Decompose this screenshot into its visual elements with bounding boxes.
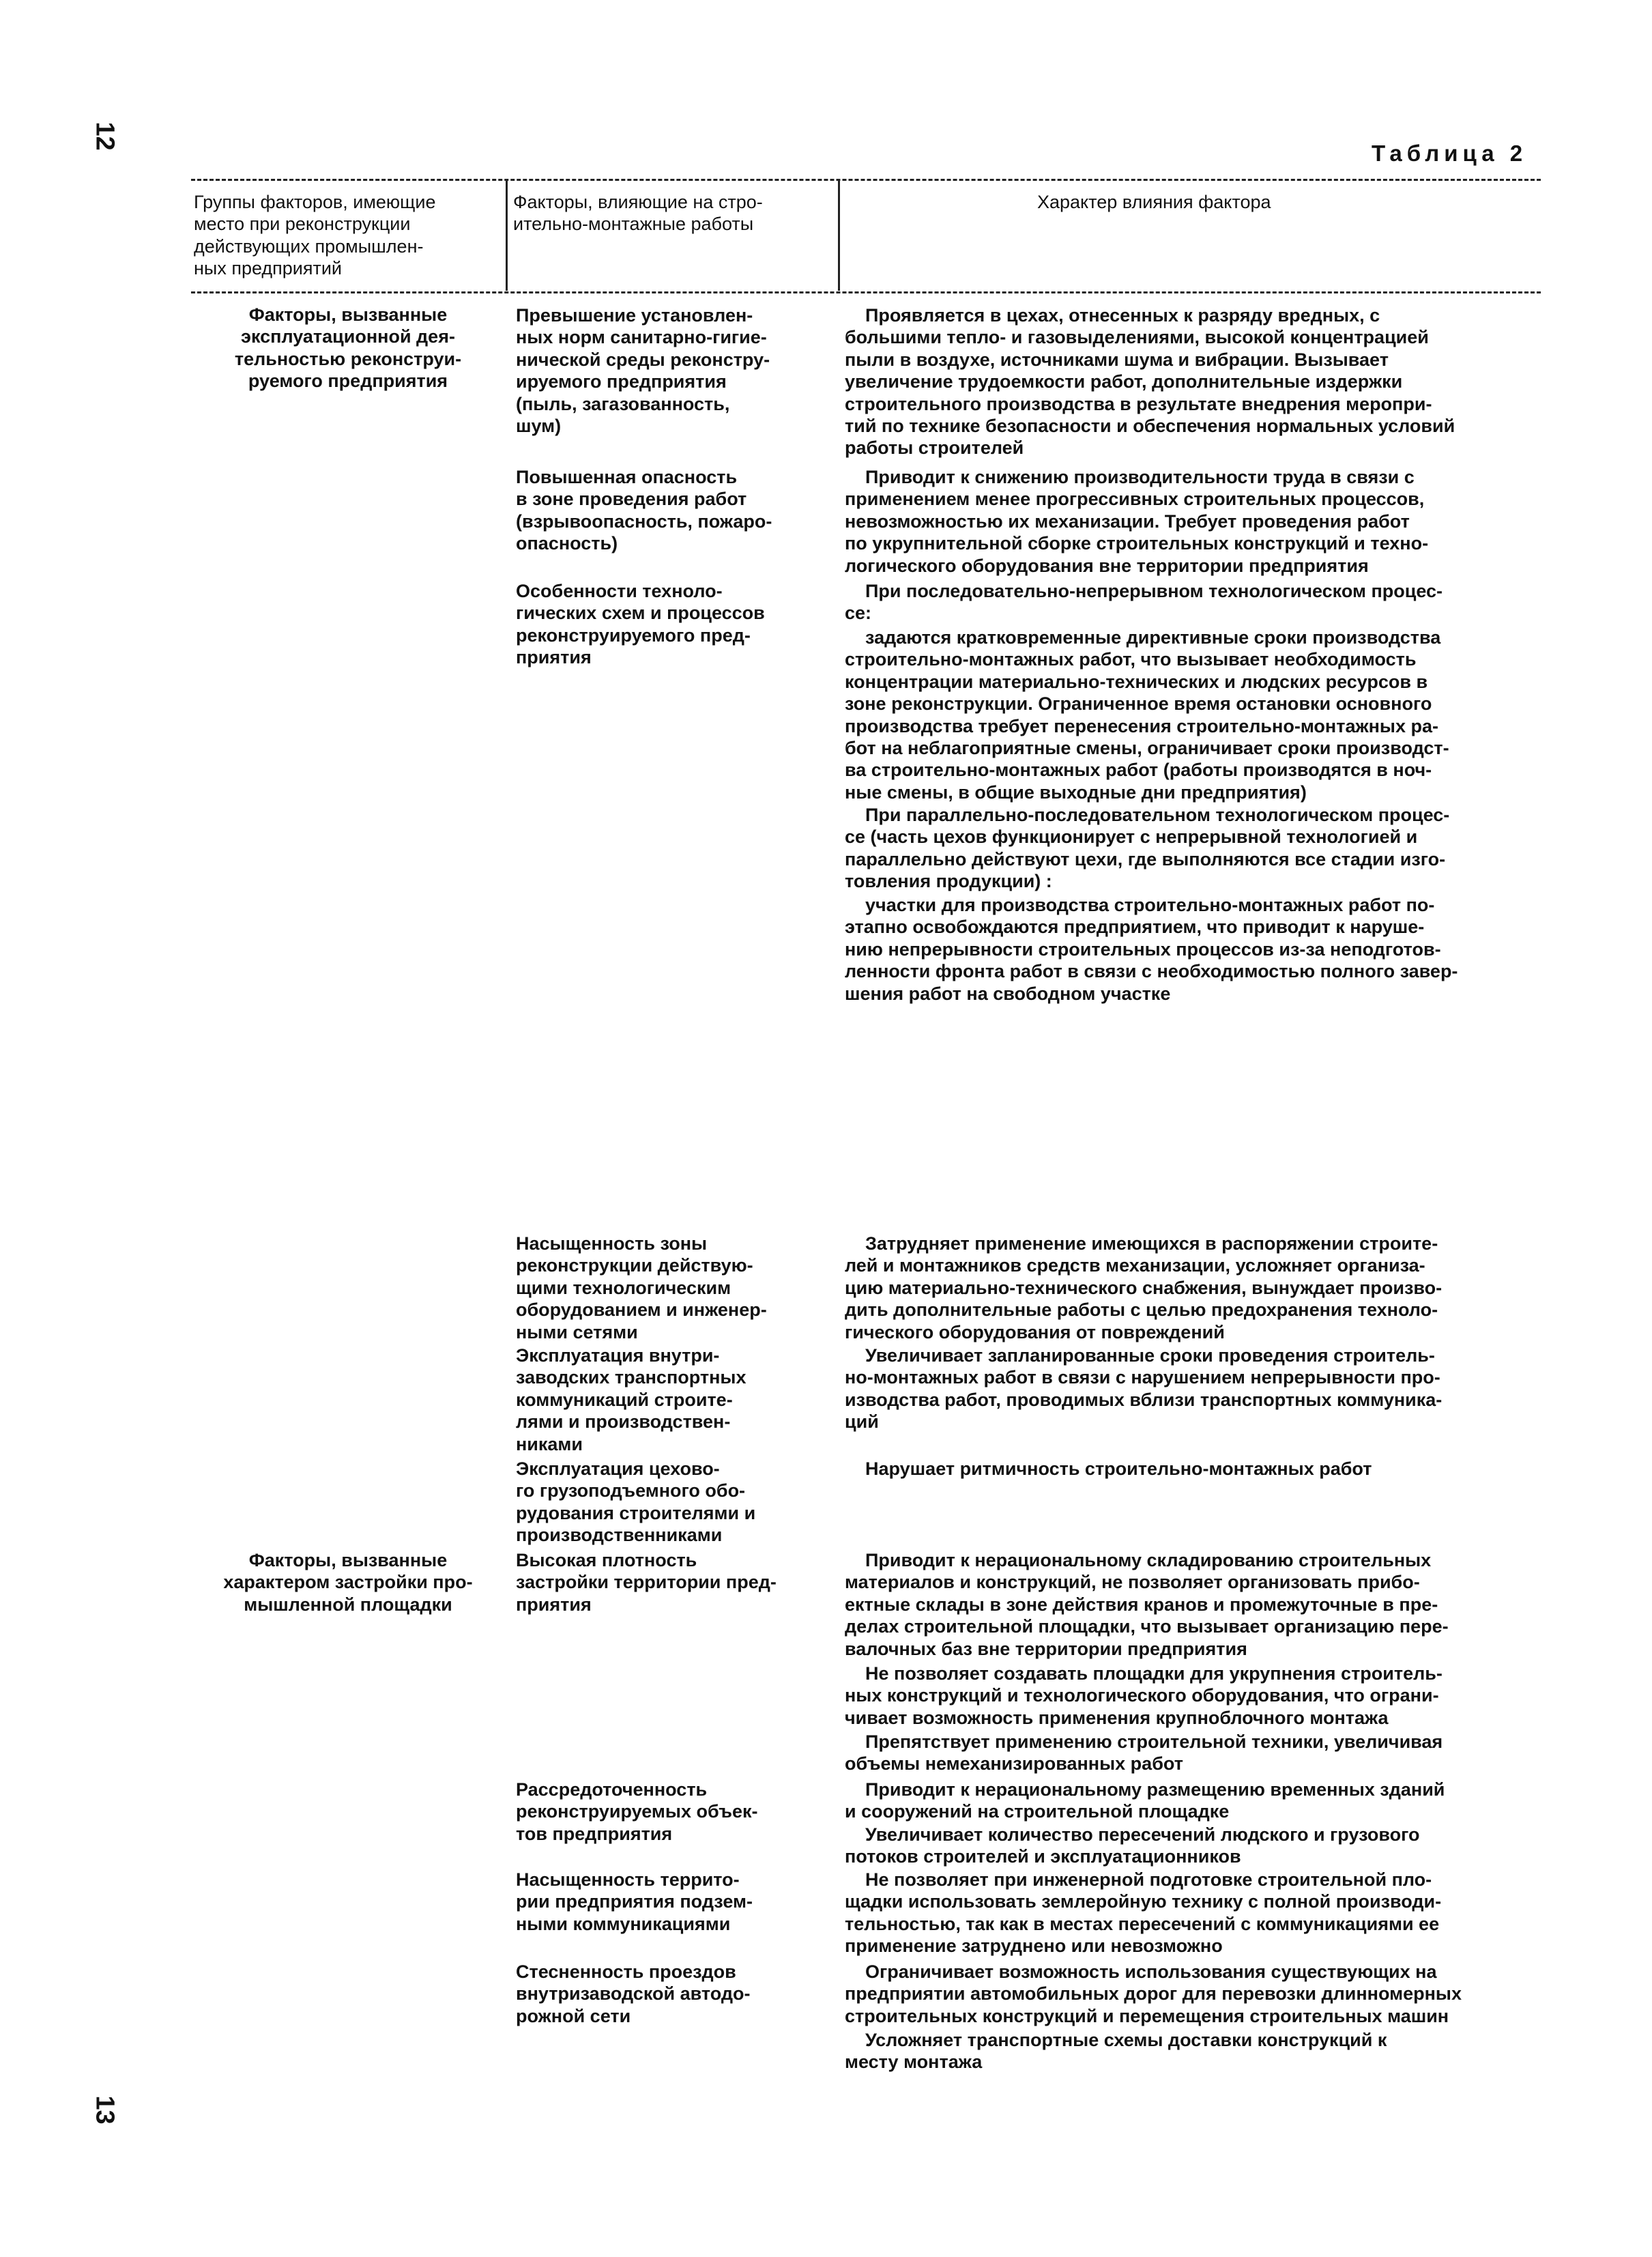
effect-paragraph: Не позволяет при инженерной подготовке строительной пло- щадки использовать землеройную технику с полной производи- тельностью, так как в местах пересечений с коммуникациями ее применение затруднено или невозможно: [845, 1869, 1442, 1957]
effect-paragraph: Не позволяет создавать площадки для укрупнения строитель- ных конструкций и технологического оборудования, что ограни- чивает возможность применения крупноблочного монтажа: [845, 1663, 1443, 1728]
factor-item: Высокая плотность застройки территории пред- приятия: [516, 1550, 777, 1615]
effect-paragraph: Препятствует применению строительной техники, увеличивая объемы немеханизированных работ: [845, 1731, 1443, 1774]
effect-paragraph: Приводит к нерациональному размещению временных зданий и сооружений на строительной площадке: [845, 1779, 1445, 1822]
group-label: Факторы, вызванные эксплуатационной дея- тельностью реконструи- руемого предприятия: [234, 304, 462, 392]
effect-paragraph: Нарушает ритмичность строительно-монтажных работ: [845, 1458, 1372, 1479]
factor-item: Насыщенность террито- рии предприятия подзем- ными коммуникациями: [516, 1869, 753, 1934]
factor-item: Эксплуатация цехово- го грузоподъемного обо- рудования строителями и производственниками: [516, 1458, 756, 1546]
factor-item: Особенности техноло- гических схем и процессов реконструируемого пред- приятия: [516, 581, 765, 668]
factor-item: Повышенная опасность в зоне проведения работ (взрывоопасность, пожаро- опасность): [516, 467, 772, 554]
header-col-factors: Факторы, влияющие на стро- ительно-монтажные работы: [513, 192, 763, 235]
effect-paragraph: Увеличивает запланированные сроки проведения строитель- но-монтажных работ в связи с нарушением непрерывности про- изводства работ, проводимых вблизи транспортных коммуника- ций: [845, 1345, 1443, 1433]
effect-paragraph: Увеличивает количество пересечений людского и грузового потоков строителей и эксплуатационников: [845, 1824, 1420, 1867]
factor-item: Насыщенность зоны реконструкции действую- щими технологическим оборудованием и инженер- ными сетями: [516, 1233, 767, 1342]
factor-item: Эксплуатация внутри- заводских транспортных коммуникаций строите- лями и производствен- никами: [516, 1345, 747, 1454]
table-caption: Таблица 2: [1372, 141, 1528, 166]
header-col-groups: Группы факторов, имеющие место при реконструкции действующих промышлен- ных предприятий: [194, 192, 436, 279]
header-col-effects: Характер влияния фактора: [1037, 192, 1271, 212]
effect-paragraph: Затрудняет применение имеющихся в распоряжении строите- лей и монтажников средств механизации, усложняет организа- цию материально-технического снабжения, вынуждает произво- дить дополнительные работы с целью предохранения техноло- гического оборудования от повреждений: [845, 1233, 1443, 1342]
effect-paragraph: При последовательно-непрерывном технологическом процес- се:: [845, 581, 1443, 624]
effect-paragraph: Усложняет транспортные схемы доставки конструкций к месту монтажа: [845, 2030, 1387, 2073]
effect-paragraph: Ограничивает возможность использования существующих на предприятии автомобильных дорог для перевозки длинномерных строительных конструкций и перемещения строительных машин: [845, 1961, 1462, 2026]
effect-paragraph: задаются кратковременные директивные сроки производства строительно-монтажных работ, что вызывает необходимость концентрации материально-технических и людских ресурсов в зоне реконструкции. Ограниченное время остановки основного производства требует перенесения строительно-монтажных ра- бот на неблагоприятные смены, ограничивает сроки производст- ва строительно-монтажных работ (работы производятся в ноч- ные смены, в общие выходные дни предприятия): [845, 627, 1449, 803]
header-divider-2: [838, 180, 840, 291]
effect-paragraph: Проявляется в цехах, отнесенных к разряду вредных, с большими тепло- и газовыделениями, высокой концентрацией пыли в воздухе, источниками шума и вибрации. Вызывает увеличение трудоемкости работ, дополнительные издержки строительного производства в результате внедрения меропри- тий по технике безопасности и обеспечения нормальных условий работы строителей: [845, 305, 1455, 459]
page-number-top: 12: [90, 121, 119, 151]
header-bottom-rule: [191, 291, 1541, 293]
factor-item: Рассредоточенность реконструируемых объек- тов предприятия: [516, 1779, 758, 1844]
effect-paragraph: При параллельно-последовательном технологическом процес- се (часть цехов функционирует с непрерывной технологией и параллельно действуют цехи, где выполняются все стадии изго- товления продукции) :: [845, 805, 1450, 892]
factor-item: Стесненность проездов внутризаводской автодо- рожной сети: [516, 1961, 751, 2026]
effect-paragraph: Приводит к нерациональному складированию строительных материалов и конструкций, не позволяет организовать прибо- ектные склады в зоне действия кранов и промежуточные в пре- делах строительной площадки, что вызывает организацию пере- валочных баз вне территории предприятия: [845, 1550, 1449, 1659]
effect-paragraph: Приводит к снижению производительности труда в связи с применением менее прогрессивных строительных процессов, невозможностью их механизации. Требует проведения работ по укрупнительной сборке строительных конструкций и техно- логического оборудования вне территории предприятия: [845, 467, 1429, 576]
group-label: Факторы, вызванные характером застройки про- мышленной площадки: [223, 1550, 473, 1615]
table-top-rule: [191, 179, 1541, 181]
header-divider-1: [506, 180, 508, 291]
effect-paragraph: участки для производства строительно-монтажных работ по- этапно освобождаются предприятием, что приводит к наруше- нию непрерывности строительных процессов из-за неподготов- ленности фронта работ в связи с необходимостью полного завер- шения работ на свободном участке: [845, 895, 1458, 1004]
page-number-bottom: 13: [90, 2095, 119, 2125]
factor-item: Превышение установлен- ных норм санитарно-гигие- нической среды реконстру- ируемого предприятия (пыль, загазованность, шум): [516, 305, 770, 437]
